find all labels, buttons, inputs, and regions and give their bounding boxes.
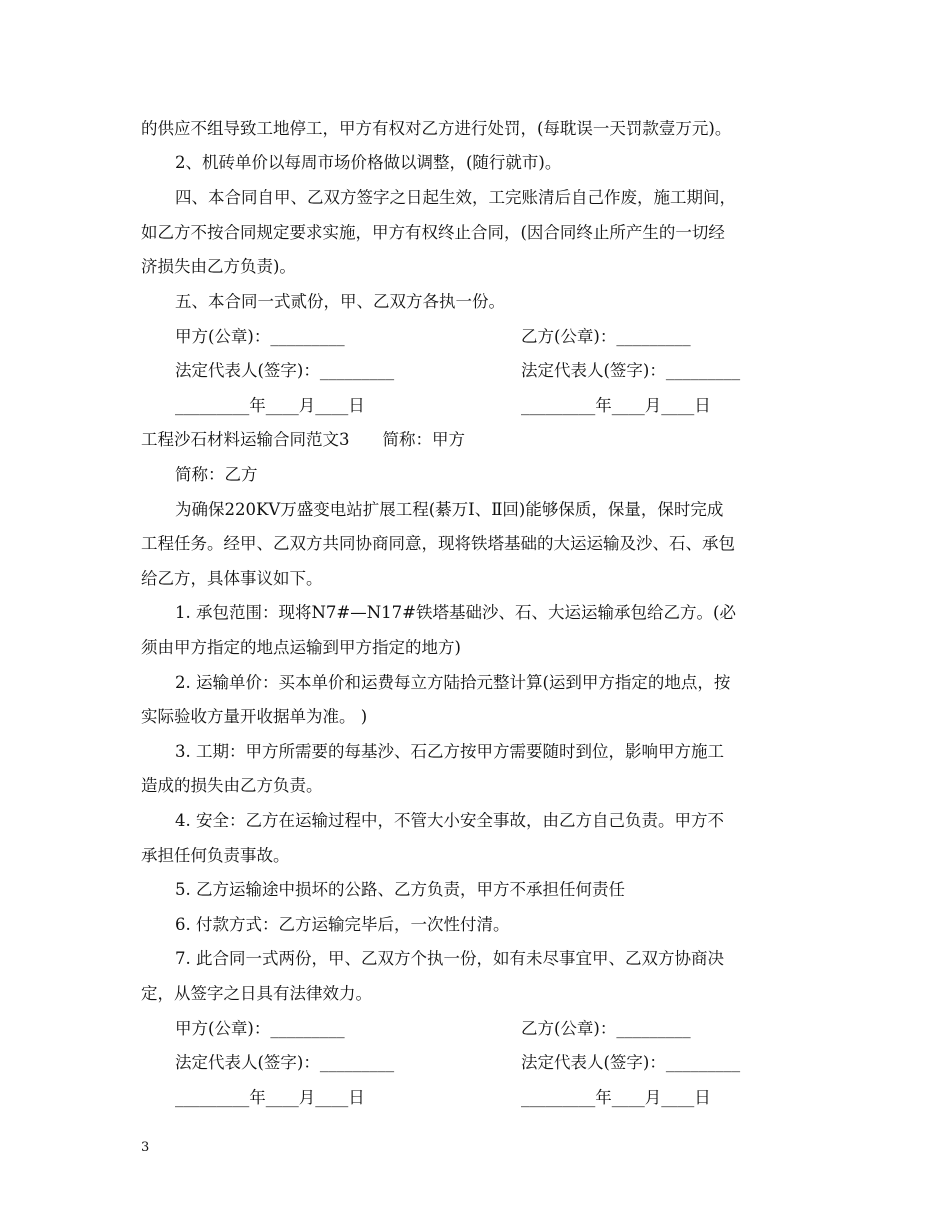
text-line: 6. 付款方式：乙方运输完毕后，一次性付清。 <box>175 915 510 934</box>
text-line: 5. 乙方运输途中损坏的公路、乙方负责，甲方不承担任何责任 <box>175 880 625 899</box>
party-b-seal: 乙方(公章)：_________ <box>521 327 691 346</box>
text-line: 2. 运输单价：买本单价和运费每立方陆拾元整计算(运到甲方指定的地点，按 <box>175 673 731 692</box>
party-a-seal: 甲方(公章)：_________ <box>175 327 345 346</box>
text-line: 承担任何负责事故。 <box>141 846 290 865</box>
text-line: 7. 此合同一式两份，甲、乙双方个执一份，如有未尽事宜甲、乙双方协商决 <box>175 949 724 968</box>
party-b-date: _________年____月____日 <box>521 396 711 415</box>
party-b-date: _________年____月____日 <box>521 1088 711 1107</box>
text-line: 2、机砖单价以每周市场价格做以调整，(随行就市)。 <box>175 153 562 172</box>
text-line: 工程任务。经甲、乙双方共同协商同意，现将铁塔基础的大运运输及沙、石、承包 <box>141 534 735 553</box>
party-a-representative: 法定代表人(签字)：_________ <box>175 1053 395 1072</box>
section-title: 工程沙石材料运输合同范文3 简称：甲方 <box>141 430 465 449</box>
text-line: 如乙方不按合同规定要求实施，甲方有权终止合同，(因合同终止所产生的一切经 <box>141 223 725 242</box>
text-line: 四、本合同自甲、乙双方签字之日起生效，工完账清后自己作废，施工期间， <box>175 188 736 207</box>
text-line: 3. 工期：甲方所需要的每基沙、石乙方按甲方需要随时到位，影响甲方施工 <box>175 742 724 761</box>
text-line: 实际验收方量开收据单为准。 ) <box>141 707 368 726</box>
party-a-seal: 甲方(公章)：_________ <box>175 1019 345 1038</box>
text-line: 须由甲方指定的地点运输到甲方指定的地方) <box>141 638 461 657</box>
party-b-representative: 法定代表人(签字)：_________ <box>521 361 741 380</box>
text-line: 造成的损失由乙方负责。 <box>141 776 323 795</box>
text-line: 简称：乙方 <box>175 465 258 484</box>
text-line: 的供应不组导致工地停工，甲方有权对乙方进行处罚，(每耽误一天罚款壹万元)。 <box>141 119 732 138</box>
party-b-seal: 乙方(公章)：_________ <box>521 1019 691 1038</box>
party-a-date: _________年____月____日 <box>175 1088 365 1107</box>
party-a-date: _________年____月____日 <box>175 396 365 415</box>
text-line: 给乙方，具体事议如下。 <box>141 569 323 588</box>
text-line: 定，从签字之日具有法律效力。 <box>141 984 372 1003</box>
text-line: 1. 承包范围：现将N7#—N17#铁塔基础沙、石、大运运输承包给乙方。(必 <box>175 603 736 622</box>
text-line: 五、本合同一式贰份，甲、乙双方各执一份。 <box>175 292 505 311</box>
text-line: 为确保220KV万盛变电站扩展工程(綦万Ⅰ、Ⅱ回)能够保质，保量，保时完成 <box>175 500 724 519</box>
text-line: 济损失由乙方负责)。 <box>141 257 296 276</box>
page-number: 3 <box>141 1140 150 1155</box>
party-b-representative: 法定代表人(签字)：_________ <box>521 1053 741 1072</box>
text-line: 4. 安全：乙方在运输过程中，不管大小安全事故，由乙方自己负责。甲方不 <box>175 811 724 830</box>
party-a-representative: 法定代表人(签字)：_________ <box>175 361 395 380</box>
